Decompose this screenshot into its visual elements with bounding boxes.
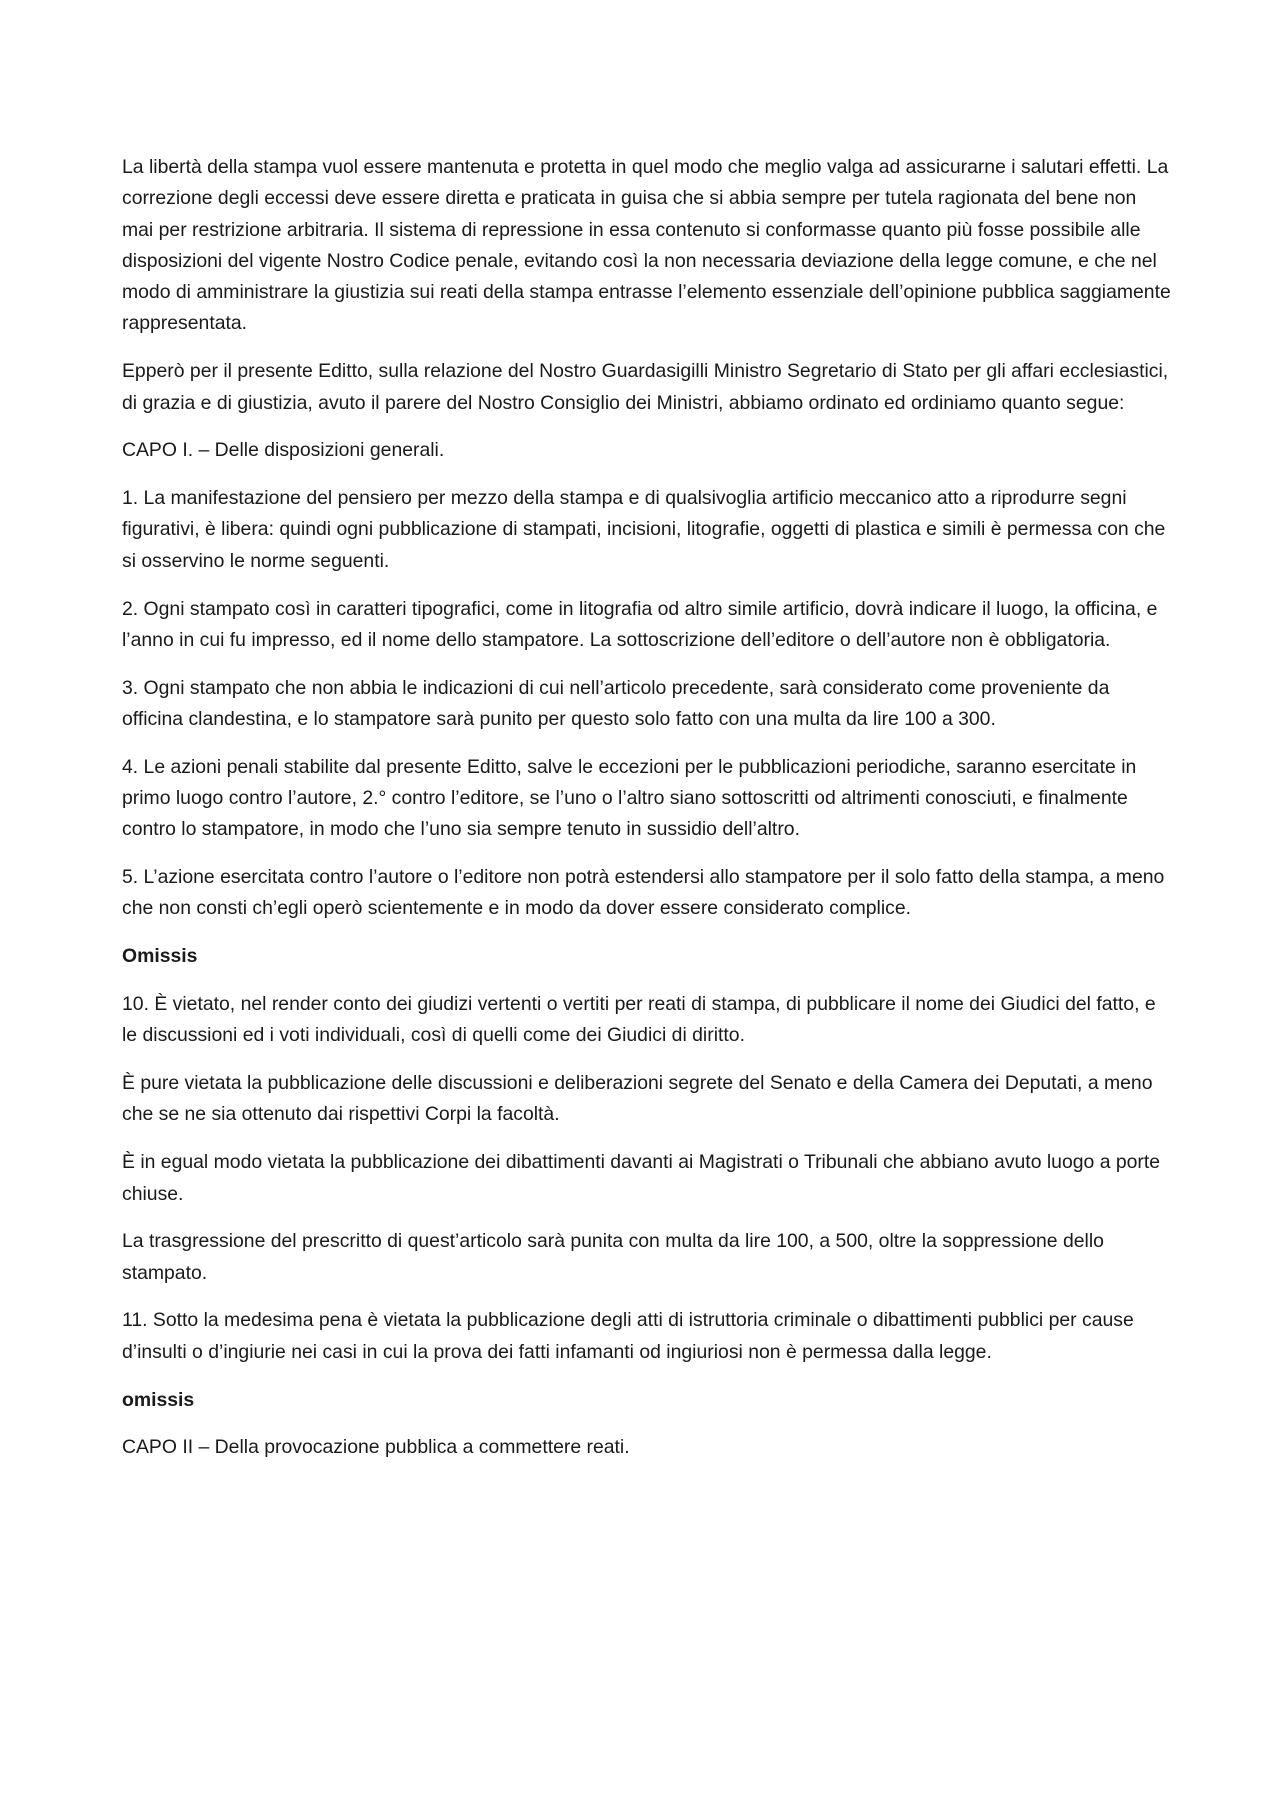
chapter-2-heading: CAPO II – Della provocazione pubblica a commettere reati.	[122, 1436, 630, 1459]
article-1: 1. La manifestazione del pensiero per mezzo della stampa e di qualsivoglia artificio meccanico atto a riprodurre segni figurativi, è libera: quindi ogni pubblicazione di stampati, incisioni, litografie, oggetti di plastica e simili è permessa con che si osservino le norme seguenti.	[122, 487, 1166, 572]
article-11: 11. Sotto la medesima pena è vietata la pubblicazione degli atti di istruttoria criminale o dibattimenti pubblici per cause d’insulti o d’ingiurie nei casi in cui la prova dei fatti infamanti od ingiuriosi non è permessa dalla legge.	[122, 1309, 1134, 1363]
article-2: 2. Ogni stampato così in caratteri tipografici, come in litografia od altro simile artificio, dovrà indicare il luogo, la officina, e l’anno in cui fu impresso, ed il nome dello stampatore. La sottoscrizione dell’editore o dell’autore non è obbligatoria.	[122, 597, 1158, 651]
article-10-penalty-paragraph: La trasgressione del prescritto di quest’articolo sarà punita con multa da lire 100, a 500, oltre la soppressione dello stampato.	[122, 1230, 1104, 1284]
decree-paragraph: Epperò per il presente Editto, sulla relazione del Nostro Guardasigilli Ministro Segretario di Stato per gli affari ecclesiastici, di grazia e di giustizia, avuto il parere del Nostro Consiglio dei Ministri, abbiamo ordinato ed ordiniamo quanto segue:	[122, 360, 1169, 414]
omissis-marker-2: omissis	[122, 1388, 195, 1411]
article-4: 4. Le azioni penali stabilite dal presente Editto, salve le eccezioni per le pubblicazioni periodiche, saranno esercitate in primo luogo contro l’autore, 2.° contro l’editore, se l’uno o l’altro siano sottoscritti od altrimenti conosciuti, e finalmente contro lo stampatore, in modo che l’uno sia sempre tenuto in sussidio dell’altro.	[122, 755, 1137, 841]
document-page	[122, 152, 1172, 1480]
article-3: 3. Ogni stampato che non abbia le indicazioni di cui nell’articolo precedente, sarà considerato come proveniente da officina clandestina, e lo stampatore sarà punito per questo solo fatto con una multa da lire 100 a 300.	[122, 676, 1110, 730]
intro-paragraph: La libertà della stampa vuol essere mantenuta e protetta in quel modo che meglio valga ad assicurarne i salutari effetti. La correzione degli eccessi deve essere diretta e praticata in guisa che si abbia sempre per tutela ragionata del bene non mai per restrizione arbitraria. Il sistema di repressione in essa contenuto si conformasse quanto più fosse possibile alle disposizioni del vigente Nostro Codice penale, evitando così la non necessaria deviazione della legge comune, e che nel modo di amministrare la giustizia sui reati della stampa entrasse l’elemento essenziale dell’opinione pubblica saggiamente rappresentata.	[122, 156, 1171, 335]
article-10: 10. È vietato, nel render conto dei giudizi vertenti o vertiti per reati di stampa, di pubblicare il nome dei Giudici del fatto, e le discussioni ed i voti individuali, così di quelli come dei Giudici di diritto.	[122, 993, 1156, 1047]
article-10-senate-paragraph: È pure vietata la pubblicazione delle discussioni e deliberazioni segrete del Senato e della Camera dei Deputati, a meno che se ne sia ottenuto dai rispettivi Corpi la facoltà.	[122, 1072, 1153, 1126]
omissis-marker: Omissis	[122, 945, 198, 968]
chapter-1-heading: CAPO I. – Delle disposizioni generali.	[122, 439, 445, 462]
article-5: 5. L’azione esercitata contro l’autore o l’editore non potrà estendersi allo stampatore per il solo fatto della stampa, a meno che non consti ch’egli operò scientemente e in modo da dover essere considerato complice.	[122, 866, 1165, 920]
article-10-closed-doors-paragraph: È in egual modo vietata la pubblicazione dei dibattimenti davanti ai Magistrati o Tribunali che abbiano avuto luogo a porte chiuse.	[122, 1151, 1161, 1205]
